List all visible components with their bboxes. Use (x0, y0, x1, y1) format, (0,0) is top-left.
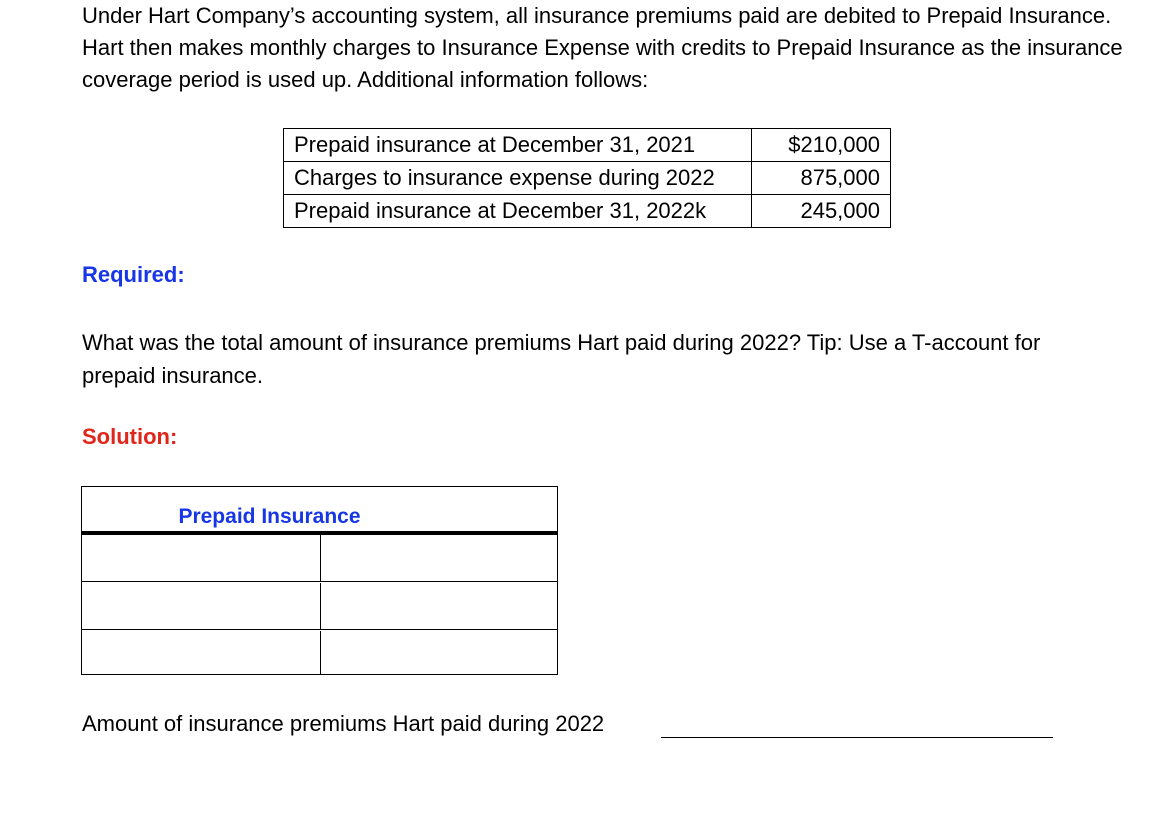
t-account-title-text: Prepaid Insurance (178, 505, 361, 528)
info-label: Prepaid insurance at December 31, 2022k (284, 195, 752, 228)
info-row (284, 162, 891, 195)
info-table (283, 128, 891, 228)
info-amount: 875,000 (752, 162, 891, 195)
answer-label: Amount of insurance premiums Hart paid during 2022 (82, 711, 605, 736)
info-amount: $210,000 (752, 129, 891, 162)
question-text: What was the total amount of insurance premiums Hart paid during 2022? Tip: Use a T-account for prepaid insurance. (82, 330, 1041, 388)
intro-paragraph: Under Hart Company’s accounting system, all insurance premiums paid are debited to Prepaid Insurance. Hart then makes monthly charges to Insurance Expense with credits to Prepaid Insurance as the insurance coverage period is used up. Additional information follows: (82, 3, 1123, 92)
t-account-prepaid-insurance (81, 486, 558, 675)
info-row (284, 129, 891, 162)
info-label: Charges to insurance expense during 2022 (284, 162, 752, 195)
info-label: Prepaid insurance at December 31, 2021 (284, 129, 752, 162)
t-account-row (82, 631, 557, 674)
t-account-credit-cell[interactable] (321, 535, 557, 581)
t-account-debit-cell[interactable] (82, 583, 321, 629)
t-account-row (82, 535, 557, 582)
required-heading: Required: (82, 262, 185, 287)
t-account-credit-cell[interactable] (321, 631, 557, 674)
t-account-credit-cell[interactable] (321, 583, 557, 629)
t-account-debit-cell[interactable] (82, 535, 321, 581)
solution-heading: Solution: (82, 424, 178, 449)
t-account-title (82, 487, 557, 535)
answer-blank-line[interactable] (661, 737, 1053, 738)
info-row (284, 195, 891, 228)
t-account-row (82, 583, 557, 630)
info-amount: 245,000 (752, 195, 891, 228)
t-account-debit-cell[interactable] (82, 631, 321, 674)
